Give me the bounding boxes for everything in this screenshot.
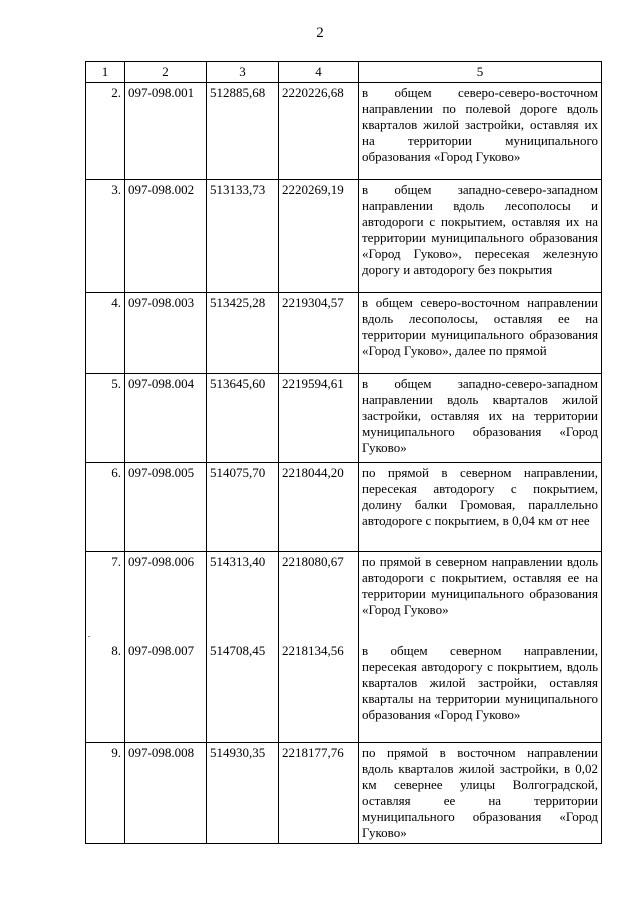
point-code: 097-098.007 [125,641,207,743]
header-cell-5: 5 [359,62,602,83]
coord-y: 2219594,61 [279,374,359,463]
header-cell-3: 3 [207,62,279,83]
table-row [86,83,602,180]
boundary-description: в общем западно-северо-западном направлении вдоль кварталов жилой застройки, оставляя их на территории муниципального образования «Город Гуково» [359,374,602,463]
coord-y: 2218177,76 [279,743,359,844]
point-code: 097-098.005 [125,463,207,552]
page-number: 2 [316,25,324,41]
coord-x: 514930,35 [207,743,279,844]
row-number: 4. [86,293,125,374]
table-row [86,641,602,743]
header-cell-1: 1 [86,62,125,83]
boundary-description: по прямой в северном направлении вдоль автодороги с покрытием, оставляя ее на территории муниципального образования «Город Гуково» [359,552,602,641]
row-number: 8. [86,641,125,743]
point-code: 097-098.004 [125,374,207,463]
row-number: 7. [86,552,125,641]
coord-x: 514313,40 [207,552,279,641]
point-code: 097-098.006 [125,552,207,641]
point-code: 097-098.003 [125,293,207,374]
point-code: 097-098.002 [125,180,207,293]
coord-x: 514075,70 [207,463,279,552]
coord-y: 2218044,20 [279,463,359,552]
table-row [86,293,602,374]
row-number: 3. [86,180,125,293]
row-number: 5. [86,374,125,463]
table-row [86,374,602,463]
coord-x: 514708,45 [207,641,279,743]
header-cell-2: 2 [125,62,207,83]
boundary-table [85,61,602,844]
boundary-description: по прямой в восточном направлении вдоль кварталов жилой застройки, в 0,02 км севернее улицы Волгоградской, оставляя ее на территории муниципального образования «Город Гуково» [359,743,602,844]
coord-y: 2218080,67 [279,552,359,641]
boundary-description: по прямой в северном направлении, пересекая автодорогу с покрытием, долину балки Громовая, параллельно автодороге с покрытием, в 0,04 км от нее [359,463,602,552]
coord-y: 2218134,56 [279,641,359,743]
coord-y: 2220226,68 [279,83,359,180]
table-header-row [86,62,602,83]
coord-x: 513645,60 [207,374,279,463]
row-number: 2. [86,83,125,180]
row-number: 9. [86,743,125,844]
table-row [86,743,602,844]
coord-y: 2219304,57 [279,293,359,374]
boundary-description: в общем северо-восточном направлении вдоль лесополосы, оставляя ее на территории муниципального образования «Город Гуково», далее по прямой [359,293,602,374]
scan-mark [88,636,90,637]
coord-y: 2220269,19 [279,180,359,293]
coord-x: 512885,68 [207,83,279,180]
boundary-description: в общем северном направлении, пересекая автодорогу с покрытием, вдоль кварталов жилой застройки, оставляя кварталы на территории муниципального образования «Город Гуково» [359,641,602,743]
table-row [86,463,602,552]
point-code: 097-098.008 [125,743,207,844]
coord-x: 513133,73 [207,180,279,293]
point-code: 097-098.001 [125,83,207,180]
table-row [86,552,602,641]
header-cell-4: 4 [279,62,359,83]
row-number: 6. [86,463,125,552]
boundary-description: в общем северо-северо-восточном направлении по полевой дороге вдоль кварталов жилой застройки, оставляя их на территории муниципального образования «Город Гуково» [359,83,602,180]
coord-x: 513425,28 [207,293,279,374]
boundary-description: в общем западно-северо-западном направлении вдоль лесополосы и автодороги с покрытием, оставляя их на территории муниципального образования «Город Гуково», пересекая железную дорогу и автодорогу без покрытия [359,180,602,293]
table-row [86,180,602,293]
